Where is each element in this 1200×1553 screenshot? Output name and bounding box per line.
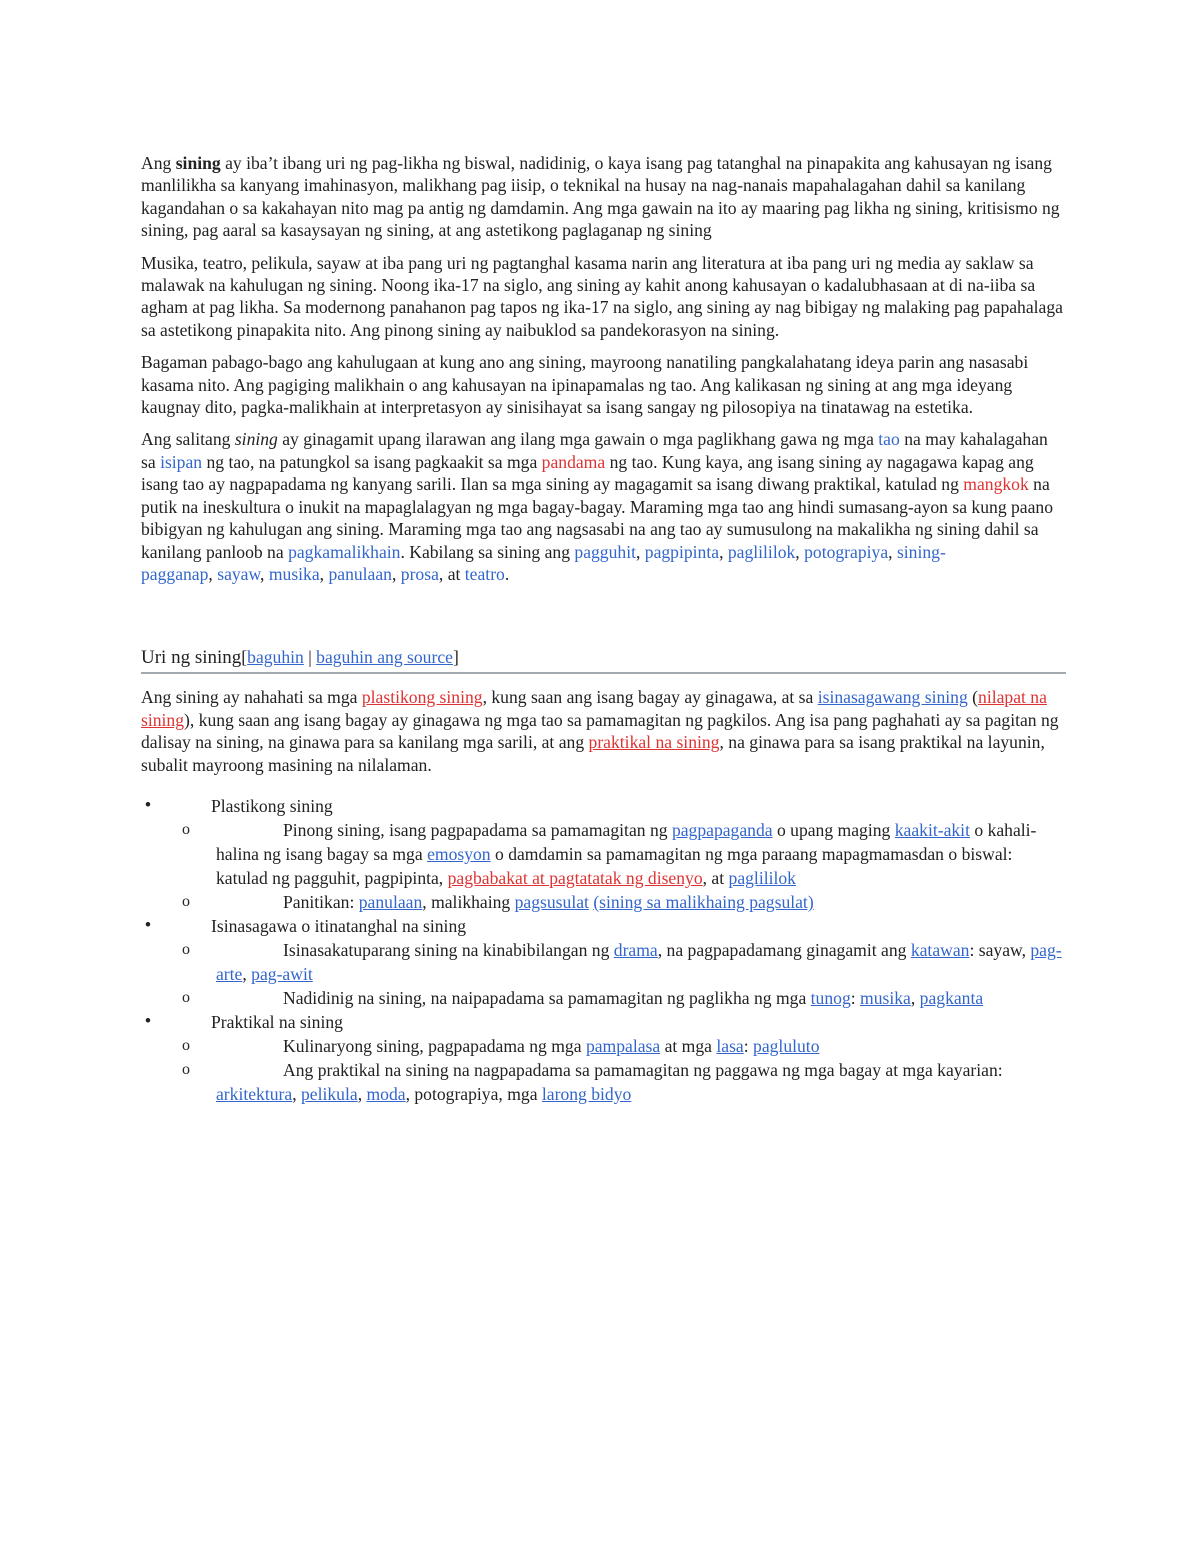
section-heading: Uri ng sining[baguhin | baguhin ang source] [141, 645, 1066, 674]
link-panulaan[interactable]: panulaan [328, 563, 392, 584]
link-musika[interactable]: musika [268, 563, 320, 584]
bullet-icon: • [144, 794, 152, 816]
link-praktikal-na-sining[interactable]: praktikal na sining [588, 732, 720, 753]
link-paglililok-list[interactable]: paglililok [728, 867, 796, 888]
link-drama[interactable]: drama [613, 939, 658, 960]
link-pandama[interactable]: pandama [541, 451, 606, 472]
link-moda[interactable]: moda [366, 1083, 406, 1104]
link-sayaw[interactable]: sayaw [217, 563, 261, 584]
sub-list-item: o Nadidinig na sining, na naipapadama sa pamamagitan ng paglikha ng mga tunog: musika, pagkanta [182, 987, 984, 1008]
sub-list [182, 938, 1066, 1010]
link-pagkamalikhain[interactable]: pagkamalikhain [288, 541, 401, 562]
link-musika-list[interactable]: musika [860, 987, 911, 1008]
sub-list-item: o Panitikan: panulaan, malikhaing pagsusulat (sining sa malikhaing pagsulat) [182, 891, 814, 912]
link-panulaan-list[interactable]: panulaan [358, 891, 423, 912]
link-pagpipinta[interactable]: pagpipinta [644, 541, 720, 562]
paragraph-meaning: Bagaman pabago-bago ang kahulugaan at kung ano ang sining, mayroong nanatiling pangkalahatang ideya parin ang nasasabi kasama nito. Ang pagiging malikhain o ang kahusayan na ipinapamalas ng tao. Ang kalikasan ng sining at ang mga ideyang kaugnay dito, pagka-malikhain at interpretasyon ay sinisihayat sa isang sangay ng pilosopiya na tinatawag na estetika. [141, 352, 1029, 418]
link-isipan[interactable]: isipan [160, 451, 203, 472]
link-pampalasa[interactable]: pampalasa [585, 1035, 661, 1056]
link-arkitektura[interactable]: arkitektura [216, 1083, 293, 1104]
sub-list [182, 818, 1066, 914]
link-paglililok[interactable]: paglililok [727, 541, 796, 562]
link-pagpapaganda[interactable]: pagpapaganda [671, 819, 773, 840]
link-pagkanta[interactable]: pagkanta [919, 987, 984, 1008]
link-larong-bidyo[interactable]: larong bidyo [541, 1083, 632, 1104]
list-item [141, 794, 1066, 914]
paragraph-intro: Ang sining ay iba’t ibang uri ng pag-likha ng biswal, nadidinig, o kaya isang pag tatanghal na pinapakita ang kahusayan ng isang manlilikha sa kanyang imahinasyon, malikhang pag iisip, o teknikal na husay na nag-nanais mapahalagahan dahil sa kanilang kagandahan o sa kakahayan nito mag pa antig ng damdamin. Ang mga gawain na ito ay maaring pag likha ng sining, kritisismo ng sining, pag aaral sa kasaysayan ng sining, at ang astetikong paglaganap ng sining [141, 153, 1060, 241]
link-pagbabakat[interactable]: pagbabakat at pagtatatak ng disenyo [447, 867, 703, 888]
link-nilapat-na-sining[interactable]: nilapat na sining [141, 687, 1047, 730]
link-potograpiya[interactable]: potograpiya [804, 541, 889, 562]
list-item [141, 1010, 1066, 1106]
edit-link[interactable]: baguhin [247, 647, 304, 668]
list-item-label: Isinasagawa o itinatanghal na sining [211, 915, 467, 936]
link-sining-pagganap[interactable]: sining- pagganap [141, 541, 946, 584]
sub-bullet-icon: o [182, 988, 190, 1006]
link-pelikula[interactable]: pelikula [301, 1083, 358, 1104]
paragraph-scope: Musika, teatro, pelikula, sayaw at iba pang uri ng pagtanghal kasama narin ang literatura at iba pang uri ng media ay saklaw sa malawak na kahulugan ng sining. Noong ika-17 na siglo, ang sining ay kahit anong kahusayan o kadalubhasaan at di na-iiba sa agham at pag likha. Sa modernong panahanon pag tapos ng ika-17 na siglo, ang sining ay nag bibigay ng malaking pag papahalaga sa astetikong pinapakita nito. Ang pinong sining ay naibuklod sa pandekorasyon na sining. [141, 252, 1063, 340]
sub-bullet-icon: o [182, 892, 190, 910]
link-teatro[interactable]: teatro [464, 563, 505, 584]
sub-list-item: o Isinasakatuparang sining na kinabibilangan ng drama, na pagpapadamang ginagamit ang katawan: sayaw, pag-arte, pag-awit [182, 939, 1062, 984]
link-pagluluto[interactable]: pagluluto [753, 1035, 820, 1056]
sub-bullet-icon: o [182, 1036, 190, 1054]
link-plastikong-sining[interactable]: plastikong sining [361, 687, 483, 708]
link-kaakit-akit[interactable]: kaakit-akit [894, 819, 970, 840]
edit-source-link[interactable]: baguhin ang source [316, 647, 453, 668]
list-item-label: Plastikong sining [211, 795, 333, 816]
sub-bullet-icon: o [182, 940, 190, 958]
sub-list-item: o Pinong sining, isang pagpapadama sa pamamagitan ng pagpapaganda o upang maging kaakit-akit o kahali-halina ng isang bagay sa mga emosyon o damdamin sa pamamagitan ng mga paraang mapagmamasdan o biswal: katulad ng pagguhit, pagpipinta, pagbabakat at pagtatatak ng disenyo, at paglililok [182, 819, 1037, 888]
document-body [141, 152, 1066, 1106]
paragraph-usage: Ang salitang sining ay ginagamit upang ilarawan ang ilang mga gawain o mga paglikhang gawa ng mga tao na may kahalagahan sa isipan ng tao, na patungkol sa isang pagkaakit sa mga pandama ng tao. Kung kaya, ang isang sining ay nagagawa kapag ang isang tao ay nagpapadama ng kanyang sarili. Ilan sa mga sining ay magagamit sa isang diwang praktikal, katulad ng mangkok na putik na ineskultura o inukit na mapaglalagyan ng mga bagay-bagay. Maraming mga tao ang hindi sumasang-ayon sa kung paano bibigyan ng kahulugan ang sining. Maraming mga tao ang nagsasabi na ang tao ay sumusulong na makalikha ng sining dahil sa kanilang panloob na pagkamalikhain. Kabilang sa sining ang pagguhit, pagpipinta, paglililok, potograpiya, sining- pagganap, sayaw, musika, panulaan, prosa, at teatro. [141, 429, 1054, 584]
link-katawan[interactable]: katawan [910, 939, 970, 960]
bullet-icon: • [144, 1010, 152, 1032]
link-mangkok[interactable]: mangkok [963, 474, 1029, 495]
list-item-label: Praktikal na sining [211, 1011, 343, 1032]
link-pag-arte[interactable]: pag-arte [216, 939, 1062, 984]
sub-list-item: o Kulinaryong sining, pagpapadama ng mga pampalasa at mga lasa: pagluluto [182, 1035, 820, 1056]
sub-bullet-icon: o [182, 1060, 190, 1078]
sub-list-item: o Ang praktikal na sining na nagpapadama sa pamamagitan ng paggawa ng mga bagay at mga kayarian: arkitektura, pelikula, moda, potograpiya, mga larong bidyo [182, 1059, 1003, 1104]
link-emosyon[interactable]: emosyon [427, 843, 491, 864]
sub-list [182, 1034, 1066, 1106]
link-isinasagawang-sining[interactable]: isinasagawang sining [817, 687, 968, 708]
section-title: Uri ng sining [141, 647, 242, 669]
list-item [141, 914, 1066, 1010]
link-pag-awit[interactable]: pag-awit [251, 963, 313, 984]
link-lasa[interactable]: lasa [716, 1035, 744, 1056]
link-pagguhit[interactable]: pagguhit [574, 541, 636, 562]
link-sining-sa-malikhaing-pagsulat[interactable]: (sining sa malikhaing pagsulat) [593, 891, 814, 912]
link-tunog[interactable]: tunog [810, 987, 851, 1008]
link-tao[interactable]: tao [878, 429, 900, 450]
art-types-list [141, 794, 1066, 1106]
paragraph-types: Ang sining ay nahahati sa mga plastikong sining, kung saan ang isang bagay ay ginagawa, at sa isinasagawang sining (nilapat na sining), kung saan ang isang bagay ay ginagawa ng mga tao sa pamamagitan ng pagkilos. Ang isa pang paghahati ay sa pagitan ng dalisay na sining, na ginawa para sa kanilang mga sarili, at ang praktikal na sining, na ginawa para sa isang praktikal na layunin, subalit mayroong masining na nilalaman. [141, 687, 1059, 775]
bullet-icon: • [144, 914, 152, 936]
spacer [141, 595, 1066, 645]
sub-bullet-icon: o [182, 820, 190, 838]
link-prosa[interactable]: prosa [400, 563, 439, 584]
link-pagsusulat[interactable]: pagsusulat [514, 891, 589, 912]
term-sining: sining [175, 153, 221, 173]
